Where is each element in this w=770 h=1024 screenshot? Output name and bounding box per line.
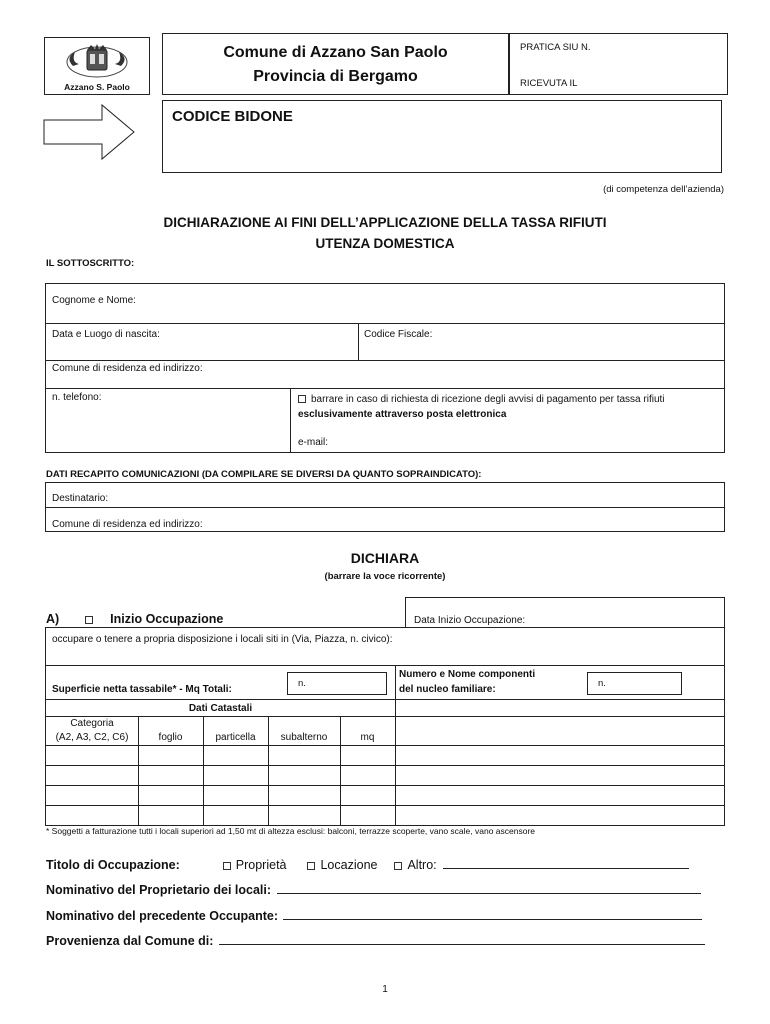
page-number: 1 [382, 984, 388, 995]
titolo-label: Titolo di Occupazione: [46, 858, 180, 872]
componenti-input[interactable] [587, 672, 682, 695]
sottoscritto-label: IL SOTTOSCRITTO: [46, 258, 135, 269]
telefono-field[interactable]: n. telefono: [52, 392, 102, 403]
email-field[interactable]: e-mail: [298, 437, 329, 448]
occupare-label[interactable]: occupare o tenere a propria disposizione i locali siti in (Via, Piazza, n. civico): [52, 634, 393, 645]
componenti-label-2: del nucleo familiare: [399, 684, 496, 695]
locazione-checkbox[interactable] [307, 862, 315, 870]
col-categoria-2: (A2, A3, C2, C6) [55, 732, 129, 743]
logo-box [44, 37, 150, 95]
recapito-table [45, 482, 725, 532]
section-a-table [45, 627, 725, 826]
col-mq: mq [360, 732, 375, 743]
provincia-name: Provincia di Bergamo [253, 68, 418, 85]
inizio-occupazione-label: Inizio Occupazione [110, 612, 224, 626]
header-title-box [162, 33, 509, 95]
pratica-box [509, 33, 728, 95]
provenienza-label: Provenienza dal Comune di: [46, 934, 214, 948]
componenti-n: n. [598, 678, 606, 689]
nascita-field[interactable]: Data e Luogo di nascita: [52, 329, 160, 340]
altro-label: Altro: [407, 858, 437, 872]
competenza-note: (di competenza dell’azienda) [603, 184, 724, 195]
data-inizio-label: Data Inizio Occupazione: [414, 615, 526, 626]
col-foglio: foglio [158, 732, 183, 743]
comune-name: Comune di Azzano San Paolo [223, 44, 448, 61]
codice-bidone-label: CODICE BIDONE [172, 108, 293, 125]
componenti-label-1: Numero e Nome componenti [399, 669, 536, 680]
proprietario-label: Nominativo del Proprietario dei locali: [46, 883, 272, 897]
cognome-field[interactable]: Cognome e Nome: [52, 295, 136, 306]
precedente-label: Nominativo del precedente Occupante: [46, 909, 278, 923]
col-subalterno: subalterno [280, 732, 328, 743]
superficie-n: n. [298, 678, 306, 689]
dichiara-subtitle: (barrare la voce ricorrente) [324, 571, 446, 582]
email-option-text: barrare in caso di richiesta di ricezione degli avvisi di pagamento per tassa rifiuti [311, 394, 665, 405]
recapito-residenza-field[interactable]: Comune di residenza ed indirizzo: [52, 519, 203, 530]
inizio-occupazione-checkbox[interactable] [85, 616, 93, 624]
proprietario-row [46, 881, 701, 897]
altro-checkbox[interactable] [394, 862, 402, 870]
coat-of-arms-icon [45, 40, 149, 84]
section-a-header [46, 612, 223, 626]
superficie-input[interactable] [287, 672, 387, 695]
arrow-right-icon [42, 103, 136, 161]
pratica-label: PRATICA SIU N. [520, 42, 591, 53]
ricevuta-label: RICEVUTA IL [520, 78, 578, 89]
data-inizio-box[interactable] [405, 597, 725, 628]
recapito-title: DATI RECAPITO COMUNICAZIONI (DA COMPILARE SE DIVERSI DA QUANTO SOPRAINDICATO): [46, 469, 482, 480]
logo-caption: Azzano S. Paolo [64, 82, 130, 92]
destinatario-field[interactable]: Destinatario: [52, 493, 109, 504]
superficie-label: Superficie netta tassabile* - Mq Totali: [52, 684, 232, 695]
codice-fiscale-field[interactable]: Codice Fiscale: [364, 329, 433, 340]
section-a-letter: A) [46, 612, 60, 626]
email-option[interactable] [298, 392, 722, 422]
locazione-label: Locazione [320, 858, 378, 872]
footnote: * Soggetti a fatturazione tutti i locali superiori ad 1,50 mt di altezza esclusi: balconi, terrazze scoperte, vano scale, vano ascensore [46, 826, 536, 836]
precedente-row [46, 907, 702, 923]
provenienza-line[interactable] [219, 932, 705, 945]
titolo-row [46, 856, 689, 872]
codice-bidone-box[interactable] [162, 100, 722, 173]
dichiara-title: DICHIARA [350, 550, 420, 566]
document-title-line1: DICHIARAZIONE AI FINI DELL’APPLICAZIONE DELLA TASSA RIFIUTI [163, 215, 607, 230]
proprieta-label: Proprietà [235, 858, 287, 872]
personal-data-table [45, 283, 725, 453]
altro-line[interactable] [443, 856, 689, 869]
email-option-checkbox[interactable] [298, 395, 306, 403]
precedente-line[interactable] [283, 907, 702, 920]
document-title-line2: UTENZA DOMESTICA [315, 236, 455, 251]
col-particella: particella [215, 732, 256, 743]
residenza-field[interactable]: Comune di residenza ed indirizzo: [52, 363, 203, 374]
provenienza-row [46, 932, 705, 948]
dati-catastali-header: Dati Catastali [188, 703, 253, 714]
email-option-bold: esclusivamente attraverso posta elettronica [298, 409, 507, 420]
col-categoria-1: Categoria [70, 718, 114, 729]
proprieta-checkbox[interactable] [223, 862, 231, 870]
proprietario-line[interactable] [277, 881, 701, 894]
